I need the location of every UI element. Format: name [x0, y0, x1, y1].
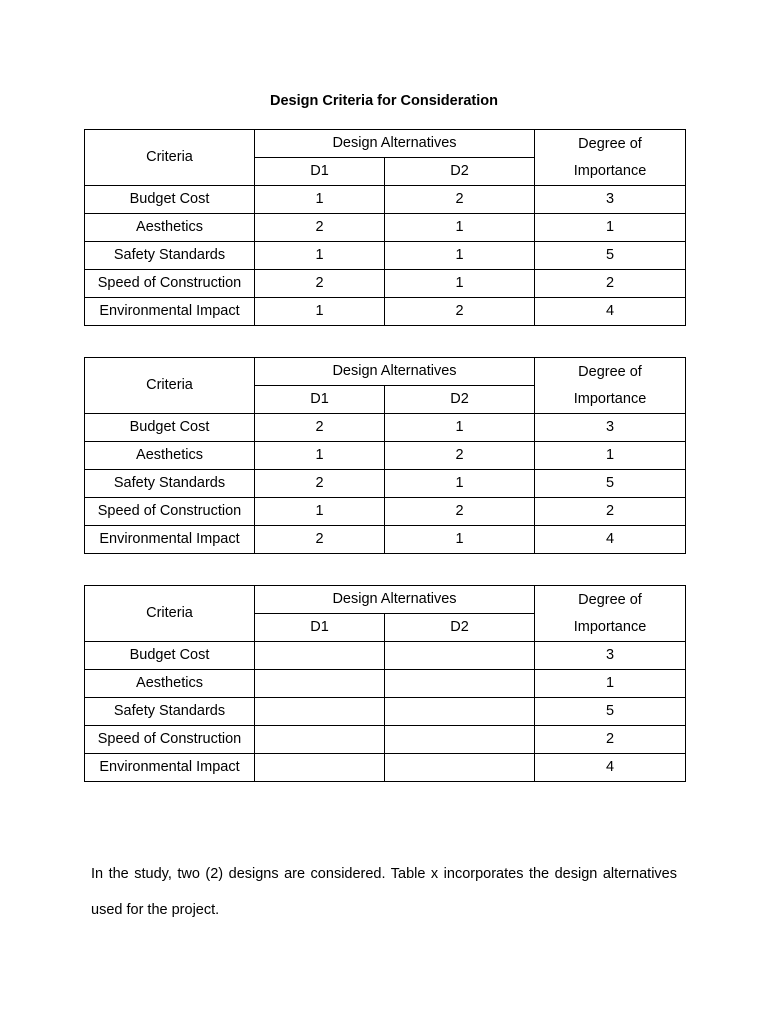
d2-cell: 1 [385, 214, 535, 242]
d1-cell [255, 670, 385, 698]
d1-cell: 1 [255, 242, 385, 270]
d2-cell: 1 [385, 470, 535, 498]
d2-cell: 2 [385, 498, 535, 526]
importance-cell: 4 [535, 754, 686, 782]
importance-cell: 3 [535, 414, 686, 442]
degree-header-line-2: Importance [573, 618, 647, 635]
criterion-cell: Safety Standards [85, 698, 255, 726]
degree-header-line-2: Importance [573, 390, 647, 407]
d2-header: D2 [385, 158, 535, 186]
criterion-cell: Safety Standards [85, 470, 255, 498]
degree-of-importance-header [535, 358, 686, 414]
importance-cell: 1 [535, 442, 686, 470]
d2-cell: 1 [385, 526, 535, 554]
importance-cell: 4 [535, 298, 686, 326]
table-row [85, 470, 686, 498]
importance-cell: 1 [535, 214, 686, 242]
importance-cell: 5 [535, 470, 686, 498]
importance-cell: 2 [535, 270, 686, 298]
d2-cell: 2 [385, 186, 535, 214]
d1-cell: 1 [255, 498, 385, 526]
design-alternatives-header: Design Alternatives [255, 130, 535, 158]
design-alternatives-header: Design Alternatives [255, 358, 535, 386]
d1-cell: 1 [255, 186, 385, 214]
criterion-cell: Speed of Construction [85, 270, 255, 298]
criterion-cell: Environmental Impact [85, 526, 255, 554]
degree-of-importance-header [535, 586, 686, 642]
criteria-header: Criteria [85, 130, 255, 186]
d1-cell: 2 [255, 414, 385, 442]
table-row [85, 242, 686, 270]
criteria-table-2 [84, 357, 686, 554]
table-row [85, 498, 686, 526]
d1-header: D1 [255, 614, 385, 642]
degree-header-line-1: Degree of [578, 363, 642, 380]
d1-header: D1 [255, 158, 385, 186]
importance-cell: 3 [535, 186, 686, 214]
table-row [85, 214, 686, 242]
table-row [85, 642, 686, 670]
d1-cell: 2 [255, 214, 385, 242]
table-row [85, 754, 686, 782]
criterion-cell: Environmental Impact [85, 754, 255, 782]
d2-header: D2 [385, 386, 535, 414]
table-header-row [85, 358, 686, 386]
criterion-cell: Safety Standards [85, 242, 255, 270]
table-row [85, 414, 686, 442]
d2-cell: 1 [385, 414, 535, 442]
d1-cell: 1 [255, 442, 385, 470]
degree-of-importance-header [535, 130, 686, 186]
criterion-cell: Speed of Construction [85, 726, 255, 754]
criterion-cell: Aesthetics [85, 442, 255, 470]
d2-cell [385, 670, 535, 698]
d2-header: D2 [385, 614, 535, 642]
d1-cell [255, 698, 385, 726]
degree-header-line-2: Importance [573, 162, 647, 179]
table-row [85, 698, 686, 726]
table-header-row [85, 130, 686, 158]
d2-cell [385, 754, 535, 782]
criteria-table-1 [84, 129, 686, 326]
table-row [85, 442, 686, 470]
d1-header: D1 [255, 386, 385, 414]
d2-cell: 2 [385, 298, 535, 326]
d1-cell: 1 [255, 298, 385, 326]
d2-cell [385, 726, 535, 754]
criterion-cell: Speed of Construction [85, 498, 255, 526]
criterion-cell: Budget Cost [85, 642, 255, 670]
importance-cell: 2 [535, 498, 686, 526]
d1-cell [255, 754, 385, 782]
d2-cell: 1 [385, 242, 535, 270]
table-row [85, 186, 686, 214]
d1-cell: 2 [255, 526, 385, 554]
criteria-header: Criteria [85, 586, 255, 642]
criterion-cell: Budget Cost [85, 414, 255, 442]
d2-cell: 1 [385, 270, 535, 298]
table-row [85, 726, 686, 754]
importance-cell: 5 [535, 242, 686, 270]
table-row [85, 670, 686, 698]
criterion-cell: Aesthetics [85, 214, 255, 242]
importance-cell: 2 [535, 726, 686, 754]
degree-header-line-1: Degree of [578, 591, 642, 608]
d1-cell: 2 [255, 270, 385, 298]
criteria-table-3 [84, 585, 686, 782]
importance-cell: 4 [535, 526, 686, 554]
degree-header-line-1: Degree of [578, 135, 642, 152]
importance-cell: 1 [535, 670, 686, 698]
table-row [85, 298, 686, 326]
d2-cell [385, 642, 535, 670]
d1-cell [255, 726, 385, 754]
d1-cell: 2 [255, 470, 385, 498]
design-alternatives-header: Design Alternatives [255, 586, 535, 614]
importance-cell: 3 [535, 642, 686, 670]
criterion-cell: Budget Cost [85, 186, 255, 214]
document-title: Design Criteria for Consideration [269, 93, 498, 109]
criterion-cell: Aesthetics [85, 670, 255, 698]
table-header-row [85, 586, 686, 614]
table-row [85, 270, 686, 298]
d2-cell [385, 698, 535, 726]
d1-cell [255, 642, 385, 670]
d2-cell: 2 [385, 442, 535, 470]
importance-cell: 5 [535, 698, 686, 726]
table-row [85, 526, 686, 554]
criteria-header: Criteria [85, 358, 255, 414]
criterion-cell: Environmental Impact [85, 298, 255, 326]
body-paragraph: In the study, two (2) designs are considered. Table x incorporates the design alternatives used for the project. [91, 865, 677, 918]
